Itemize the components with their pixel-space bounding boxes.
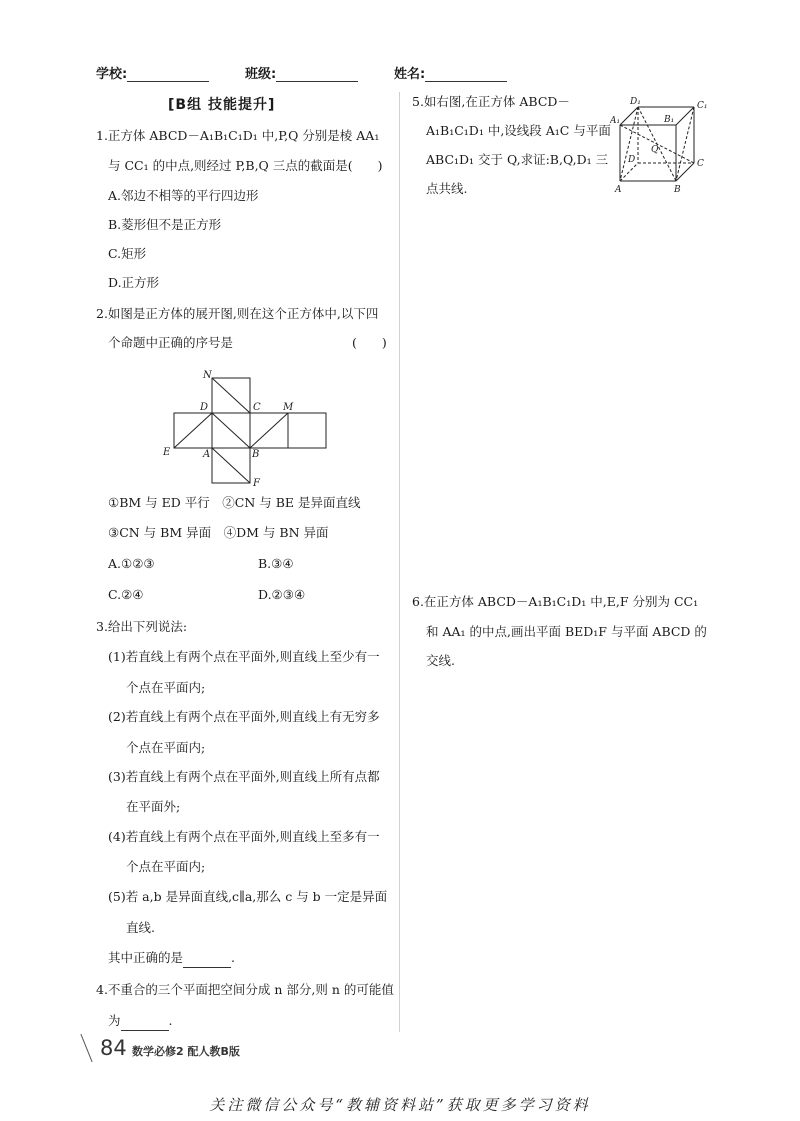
q6-line2: 和 AA₁ 的中点,画出平面 BED₁F 与平面 ABCD 的 bbox=[426, 624, 707, 639]
label-Q: Q bbox=[651, 145, 659, 155]
school-label: 学校: bbox=[96, 67, 128, 82]
q6-line3: 交线. bbox=[426, 653, 455, 668]
q5-line3: ABC₁D₁ 交于 Q,求证:B,Q,D₁ 三 bbox=[426, 152, 609, 167]
q2-line1: 2.如图是正方体的展开图,则在这个正方体中,以下四 bbox=[96, 306, 379, 321]
diag-ND-C bbox=[212, 378, 250, 413]
q5-line2: A₁B₁C₁D₁ 中,设线段 A₁C 与平面 bbox=[426, 123, 611, 138]
net-face-right2 bbox=[288, 413, 326, 448]
q4-line2 bbox=[108, 1011, 173, 1031]
diag-E-D bbox=[174, 413, 212, 448]
name-blank bbox=[425, 68, 507, 82]
label-M: M bbox=[283, 402, 294, 413]
q3-item-2b: 个点在平面内; bbox=[126, 740, 206, 755]
q6-line1: 6.在正方体 ABCD－A₁B₁C₁D₁ 中,E,F 分别为 CC₁ bbox=[412, 594, 699, 609]
q3-conclusion-text: 其中正确的是 bbox=[108, 950, 184, 965]
label-B: B bbox=[674, 185, 681, 194]
q2-propositions-1: ①BM 与 ED 平行 ②CN 与 BE 是异面直线 bbox=[108, 495, 361, 510]
diag-D-B bbox=[212, 413, 250, 448]
q5-line1: 5.如右图,在正方体 ABCD－ bbox=[412, 94, 570, 109]
q2-option-b: B.③④ bbox=[258, 556, 294, 571]
page-number-slash bbox=[80, 1034, 92, 1062]
q3-item-2a: (2)若直线上有两个点在平面外,则直线上有无穷多 bbox=[108, 709, 380, 724]
q1-line2: 与 CC₁ 的中点,则经过 P,B,Q 三点的截面是( ) bbox=[108, 158, 383, 173]
q2-option-a: A.①②③ bbox=[108, 556, 155, 571]
label-C: C bbox=[253, 402, 261, 413]
label-A: A bbox=[203, 449, 211, 460]
label-D: D bbox=[200, 402, 209, 413]
q2-answer-paren: ( ) bbox=[352, 335, 387, 350]
section-title: [B组 技能提升] bbox=[168, 97, 276, 113]
diag-A-F bbox=[212, 448, 250, 483]
q4-answer-blank bbox=[121, 1018, 169, 1031]
label-B1: B₁ bbox=[664, 115, 675, 125]
q3-item-5b: 直线. bbox=[126, 920, 155, 935]
q3-item-4b: 个点在平面内; bbox=[126, 859, 206, 874]
cube-net-figure bbox=[160, 366, 340, 488]
q4-line2-end: . bbox=[168, 1013, 173, 1028]
school-field bbox=[96, 63, 209, 82]
label-E: E bbox=[163, 447, 171, 458]
q3-item-1a: (1)若直线上有两个点在平面外,则直线上至少有一 bbox=[108, 649, 380, 664]
q3-item-1b: 个点在平面内; bbox=[126, 680, 206, 695]
q5-line4: 点共线. bbox=[426, 181, 468, 196]
book-title: 数学必修2 配人教B版 bbox=[132, 1045, 240, 1058]
label-C: C bbox=[697, 159, 704, 169]
label-A1: A₁ bbox=[610, 116, 621, 126]
q1-option-c: C.矩形 bbox=[108, 246, 147, 261]
q1-option-d: D.正方形 bbox=[108, 275, 160, 290]
q3-intro: 3.给出下列说法: bbox=[96, 619, 188, 634]
edge-B1C1 bbox=[676, 107, 694, 125]
q3-item-3a: (3)若直线上有两个点在平面外,则直线上所有点都 bbox=[108, 769, 380, 784]
q4-line2-text: 为 bbox=[108, 1013, 121, 1028]
diag-B-M bbox=[250, 413, 288, 448]
q2-option-c: C.②④ bbox=[108, 587, 144, 602]
q2-line2: 个命题中正确的序号是 bbox=[108, 335, 234, 350]
label-F: F bbox=[253, 478, 260, 488]
q2-propositions-2: ③CN 与 BM 异面 ④DM 与 BN 异面 bbox=[108, 525, 329, 540]
label-D1: D₁ bbox=[630, 97, 641, 107]
q1-option-a: A.邻边不相等的平行四边形 bbox=[108, 188, 259, 203]
q3-conclusion-end: . bbox=[231, 950, 235, 965]
page-number: 84 bbox=[100, 1036, 127, 1060]
class-field bbox=[245, 63, 358, 82]
line-C1B bbox=[676, 107, 694, 181]
cube-figure bbox=[610, 92, 710, 194]
q3-answer-blank bbox=[183, 955, 231, 968]
line-D1A bbox=[620, 107, 638, 181]
q3-item-3b: 在平面外; bbox=[126, 799, 181, 814]
label-A: A bbox=[615, 185, 622, 194]
q1-line1: 1.正方体 ABCD－A₁B₁C₁D₁ 中,P,Q 分别是棱 AA₁ bbox=[96, 128, 380, 143]
promo-footer: 关注微信公众号“教辅资料站”获取更多学习资料 bbox=[209, 1096, 591, 1114]
class-label: 班级: bbox=[245, 67, 277, 82]
q3-item-4a: (4)若直线上有两个点在平面外,则直线上至多有一 bbox=[108, 829, 380, 844]
name-label: 姓名: bbox=[394, 67, 426, 82]
label-C1: C₁ bbox=[697, 101, 708, 111]
q3-conclusion bbox=[108, 948, 235, 968]
label-B: B bbox=[252, 449, 260, 460]
q2-option-d: D.②③④ bbox=[258, 587, 306, 602]
school-blank bbox=[127, 68, 209, 82]
label-N: N bbox=[203, 370, 212, 381]
edge-A1D1 bbox=[620, 107, 638, 125]
q4-line1: 4.不重合的三个平面把空间分成 n 部分,则 n 的可能值 bbox=[96, 982, 394, 997]
column-divider bbox=[399, 92, 400, 1032]
class-blank bbox=[276, 68, 358, 82]
label-D: D bbox=[628, 155, 636, 165]
q3-item-5a: (5)若 a,b 是异面直线,c∥a,那么 c 与 b 一定是异面 bbox=[108, 889, 388, 904]
name-field bbox=[394, 63, 507, 82]
q1-option-b: B.菱形但不是正方形 bbox=[108, 217, 222, 232]
